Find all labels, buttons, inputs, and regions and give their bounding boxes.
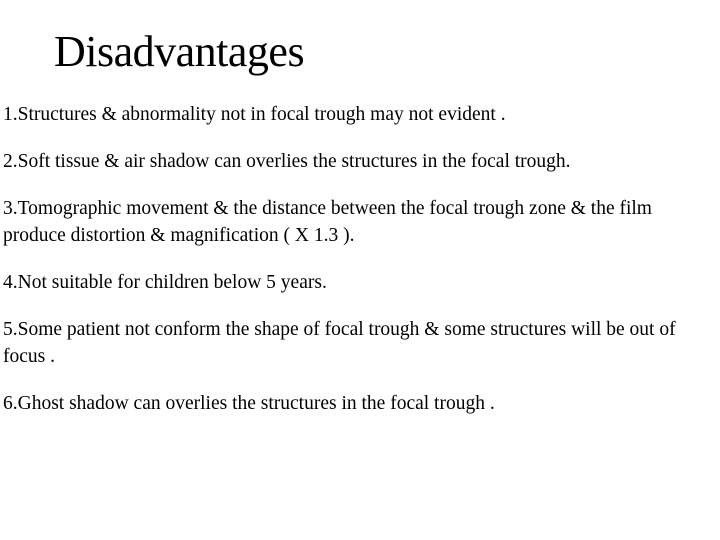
list-item: 6.Ghost shadow can overlies the structures in the focal trough . <box>3 393 495 414</box>
list-item: 3.Tomographic movement & the distance between the focal trough zone & the film produce distortion & magnification ( X 1.3 ). <box>3 198 652 246</box>
list-item: 2.Soft tissue & air shadow can overlies the structures in the focal trough. <box>3 151 571 172</box>
list-item: 5.Some patient not conform the shape of focal trough & some structures will be out of focus . <box>3 319 676 367</box>
list-item: 4.Not suitable for children below 5 years. <box>3 272 327 293</box>
list-item: 1.Structures & abnormality not in focal trough may not evident . <box>3 104 506 125</box>
slide-title: Disadvantages <box>54 27 305 76</box>
disadvantages-list <box>3 101 715 437</box>
